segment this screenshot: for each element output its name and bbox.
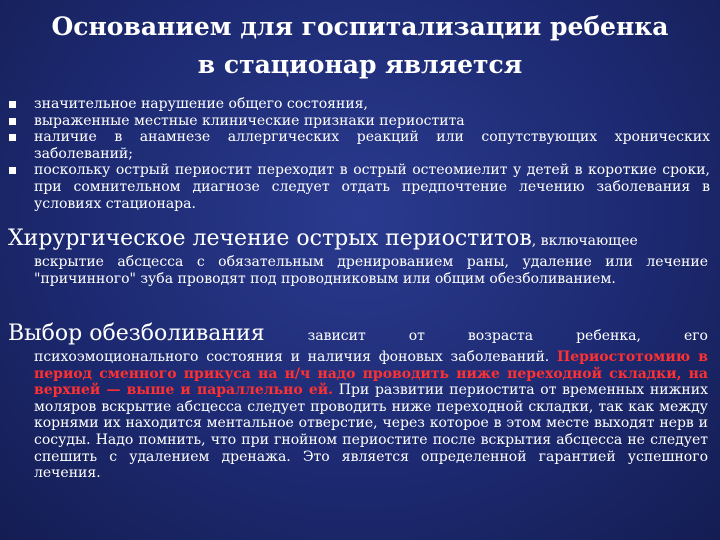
list-item xyxy=(8,96,710,113)
surgery-lead: , включающее xyxy=(531,233,638,249)
surgery-heading: Хирургическое лечение острых периоститов xyxy=(8,226,532,251)
anesthesia-word: зависит xyxy=(307,328,366,344)
square-bullet-icon xyxy=(9,101,16,108)
square-bullet-icon xyxy=(9,118,16,125)
anesthesia-body-end: При развитии периостита от временных нижних моляров вскрытие абсцесса следует проводить ниже переходной складки, так как между корнями их находится ментальное отверстие, через которое в этом месте выходят нерв и сосуды. Надо помнить, что при гнойном периостите после вскрытия абсцесса не следует спешить с удалением дренажа. Это является определенной гарантией успешного лечения. xyxy=(34,382,708,482)
hospitalization-criteria-list xyxy=(8,96,710,212)
anesthesia-heading: Выбор обезболивания xyxy=(8,321,265,346)
anesthesia-word: от xyxy=(408,328,425,344)
square-bullet-icon xyxy=(9,134,16,141)
slide-title: Основанием для госпитализации ребенка в стационар является xyxy=(51,12,669,79)
list-item xyxy=(8,162,710,212)
anesthesia-word: его xyxy=(683,328,708,344)
anesthesia-section xyxy=(8,321,708,482)
surgery-body: вскрытие абсцесса с обязательным дренированием раны, удаление или лечение "причинного" зуба проводят под проводниковым или общим обезболиванием. xyxy=(34,254,708,287)
list-item-text: выраженные местные клинические признаки периостита xyxy=(34,112,465,129)
surgery-section xyxy=(8,226,708,287)
periostotomy-highlight: Периостотомию в период сменного прикуса на н/ч надо проводить ниже переходной складки, на верхней — выше и параллельно ей. xyxy=(34,349,708,399)
anesthesia-body-start: психоэмоционального состояния и наличия фоновых заболеваний. xyxy=(34,349,550,365)
list-item xyxy=(8,129,710,162)
anesthesia-word: ребенка, xyxy=(576,328,641,344)
anesthesia-word: возраста xyxy=(467,328,534,344)
anesthesia-heading-row xyxy=(8,321,708,349)
list-item-text: наличие в анамнезе аллергических реакций или сопутствующих хронических заболеваний; xyxy=(34,129,710,162)
list-item-text: поскольку острый периостит переходит в острый остеомиелит у детей в короткие сроки, при сомнительном диагнозе следует отдать предпочтение лечению заболевания в условиях стационара. xyxy=(34,162,710,212)
list-item xyxy=(8,113,710,130)
square-bullet-icon xyxy=(9,167,16,174)
anesthesia-body xyxy=(8,349,708,482)
list-item-text: значительное нарушение общего состояния, xyxy=(34,96,368,112)
